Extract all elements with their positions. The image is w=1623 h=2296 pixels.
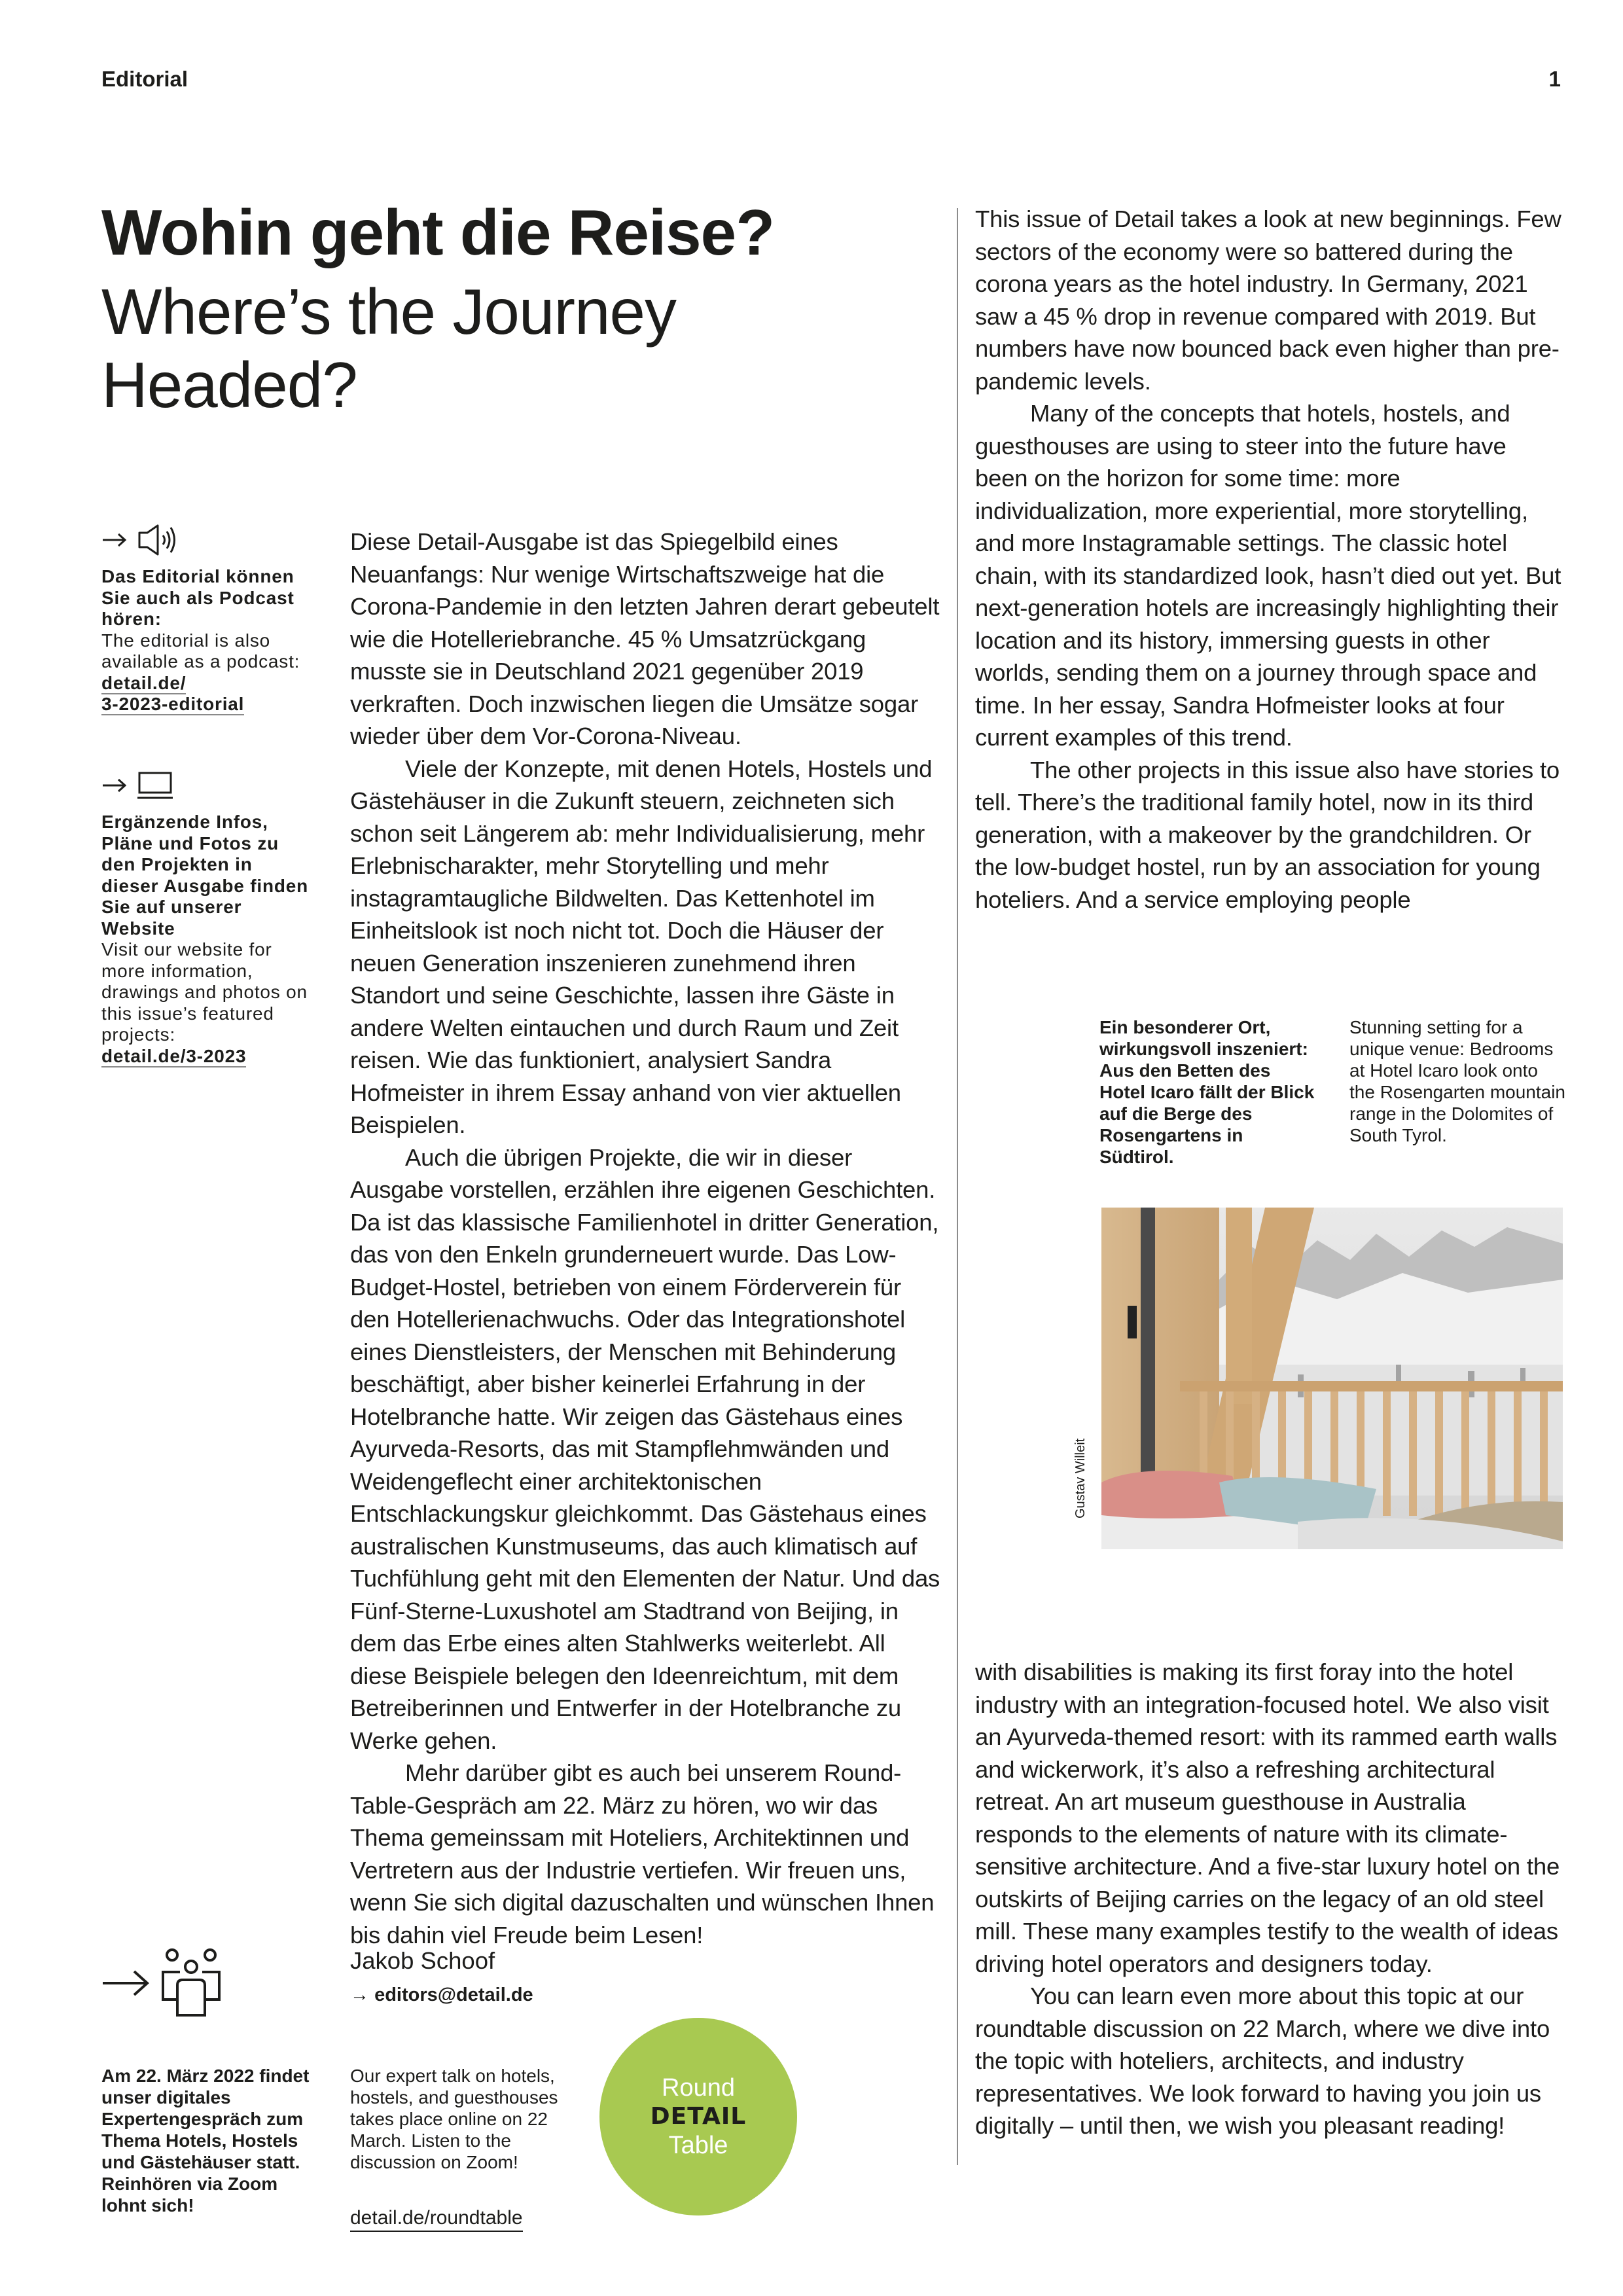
- people-group-icon[interactable]: [155, 1947, 227, 2019]
- website-info: [101, 766, 311, 1067]
- badge-line-round: Round: [662, 2074, 735, 2102]
- english-paragraph: This issue of Detail takes a look at new beginnings. Few sectors of the economy were so battered during the corona years as the hotel industry. In Germany, 2021 saw a 45 % drop in revenue compared with 2019. But numbers have now bounced back even higher than pre-pandemic levels.: [975, 206, 1561, 395]
- laptop-icon[interactable]: [137, 769, 173, 802]
- arrow-right-icon: [101, 532, 128, 548]
- german-paragraph: Auch die übrigen Projekte, die wir in dieser Ausgabe vorstellen, erzählen ihre eigenen Geschichten. Da ist das klassische Familienhotel in dritter Generation, das von den Enkeln grunderneuert wurde. Das Low-Budget-Hostel, betrieben von einem Förderverein für den Hotellerienachwuchs. Oder das Integrationshotel eines Dienstleisters, der Menschen mit Behinderung beschäftigt, aber bisher keinerlei Erfahrung in der Hotelbranche hatte. Wir zeigen das Gästehaus eines Ayurveda-Resorts, das mit Stampflehmwänden und Weidengeflecht einer architektonischen Entschlackungskur gleichkommt. Das Gästehaus eines australischen Kunstmuseums, das auch klimatisch auf Tuchfühlung geht mit den Elementen der Natur. Und das Fünf-Sterne-Luxushotel am Stadtrand von Beijing, in dem das Erbe eines alten Stahlwerks weiterlebt. All diese Beispiele belegen den Ideenreichtum, mit dem Betreiberinnen und Entwerfer in der Hotelbranche zu Werke gehen.: [350, 1143, 940, 1754]
- section-label: Editorial: [101, 67, 188, 91]
- round-table-badge[interactable]: [599, 2018, 797, 2215]
- hotel-photo: [1101, 1208, 1563, 1549]
- podcast-link-cont[interactable]: 3-2023-editorial: [101, 694, 245, 714]
- badge-line-table: Table: [668, 2132, 728, 2159]
- author-signature: Jakob Schoof: [350, 1947, 495, 1974]
- german-body: [350, 526, 942, 1951]
- title-english: Where’s the Journey Headed?: [101, 276, 676, 421]
- english-paragraph: with disabilities is making its first foray into the hotel industry with an integration-focused hotel. We also visit an Ayurveda-themed resort: with its rammed earth walls and wickerwork, it’s also a refreshing architectural retreat. An art museum guesthouse in Australia responds to the elements of nature with its climate-sensitive architecture. And a five-star luxury hotel on the outskirts of Beijing carries on the legacy of an old steel mill. These many examples testify to the wealth of ideas driving hotel operators and designers today.: [975, 1659, 1560, 1977]
- podcast-link[interactable]: detail.de/: [101, 672, 187, 693]
- photo-credit: Gustav Willeit: [1073, 1438, 1088, 1518]
- german-paragraph: Mehr darüber gibt es auch bei unserem Round-Table-Gespräch am 22. März zu hören, wo wir das Thema gemeinssam mit Hoteliers, Architektinnen und Vertretern aus der Industrie vertiefen. Wir freuen uns, wenn Sie sich digital dazuschalten und wünschen Ihnen bis dahin viel Freude beim Lesen!: [350, 1759, 935, 1948]
- english-body-bottom: [975, 1656, 1564, 2142]
- podcast-text-de: Das Editorial können Sie auch als Podcast hören:: [101, 566, 294, 629]
- email-link[interactable]: [350, 1984, 533, 2006]
- speaker-icon[interactable]: [137, 524, 179, 556]
- podcast-info: [101, 520, 311, 715]
- arrow-right-icon: →: [350, 1984, 369, 2005]
- roundtable-link[interactable]: detail.de/roundtable: [350, 2207, 523, 2232]
- caption-english: Stunning setting for a unique venue: Bedrooms at Hotel Icaro look onto the Rosengarten mountain range in the Dolomites of South Tyrol.: [1349, 1017, 1565, 1145]
- english-paragraph: You can learn even more about this topic at our roundtable discussion on 22 March, where we dive into the topic with hoteliers, architects, and industry representatives. We look forward to having you join us digitally – until then, we wish you pleasant reading!: [975, 1982, 1550, 2139]
- website-text-en: Visit our website for more information, drawings and photos on this issue’s featured projects:: [101, 939, 308, 1045]
- arrow-right-icon: [101, 1964, 152, 2003]
- roundtable-icon-row: [101, 1947, 227, 2019]
- german-paragraph: Diese Detail-Ausgabe ist das Spiegelbild eines Neuanfangs: Nur wenige Wirtschaftszweige hat die Corona-Pandemie in den letzten Jahren derart gebeutelt wie die Hotelleriebranche. 45 % Umsatzrückgang musste sie in Deutschland 2021 gegenüber 2019 verkraften. Doch inzwischen liegen die Umsätze sogar wieder über dem Vor-Corona-Niveau.: [350, 528, 940, 749]
- caption-german: Ein besonderer Ort, wirkungsvoll inszeniert: Aus den Betten des Hotel Icaro fällt der Blick auf die Berge des Rosengartens in Südtirol.: [1099, 1017, 1315, 1167]
- website-text-de: Ergänzende Infos, Pläne und Fotos zu den Projekten in dieser Ausgabe finden Sie auf unserer Website: [101, 812, 309, 939]
- german-paragraph: Viele der Konzepte, mit denen Hotels, Hostels und Gästehäuser in die Zukunft steuern, zeichneten sich schon seit Längerem ab: mehr Individualisierung, mehr Erlebnischarakter, mehr Storytelling und mehr instagramtaugliche Bildwelten. Das Kettenhotel im Einheitslook ist noch nicht tot. Doch die Häuser der neuen Generation inszenieren zunehmend ihren Standort und seine Geschichte, lassen ihre Gäste in andere Welten eintauchen und durch Raum und Zeit reisen. Wie das funktioniert, analysiert Sandra Hofmeister in ihrem Essay anhand von vier aktuellen Beispielen.: [350, 755, 933, 1138]
- english-paragraph: The other projects in this issue also have stories to tell. There’s the traditional family hotel, now in its third generation, with a makeover by the grandchildren. Or the low-budget hostel, run by an association for young hoteliers. And a service employing people: [975, 756, 1560, 913]
- podcast-text-en: The editorial is also available as a podcast:: [101, 630, 300, 672]
- detail-logo: DETAIL: [650, 2103, 747, 2130]
- email-address[interactable]: editors@detail.de: [374, 1984, 533, 2005]
- page-number: 1: [1548, 67, 1561, 91]
- english-paragraph: Many of the concepts that hotels, hostels, and guesthouses are using to steer into the future have been on the horizon for some time: more individualization, more experiential, more storytelling, and more Instagramable settings. The classic hotel chain, with its standardized look, hasn’t died out yet. But next-generation hotels are increasingly highlighting their location and its history, immersing guests in other worlds, sending them on a journey through space and time. In her essay, Sandra Hofmeister looks at four current examples of this trend.: [975, 400, 1561, 751]
- arrow-right-icon: [101, 778, 128, 793]
- roundtable-text-en: Our expert talk on hotels, hostels, and guesthouses takes place online on 22 March. Listen to the discussion on Zoom!: [350, 2066, 558, 2172]
- website-link[interactable]: detail.de/3-2023: [101, 1045, 247, 1066]
- roundtable-text-de: Am 22. März 2022 findet unser digitales Expertengespräch zum Thema Hotels, Hostels und Gästehäuser statt. Reinhören via Zoom lohnt sich!: [101, 2066, 310, 2215]
- english-body-top: [975, 203, 1564, 916]
- title-german: Wohin geht die Reise?: [101, 196, 775, 268]
- column-divider: [957, 208, 958, 2165]
